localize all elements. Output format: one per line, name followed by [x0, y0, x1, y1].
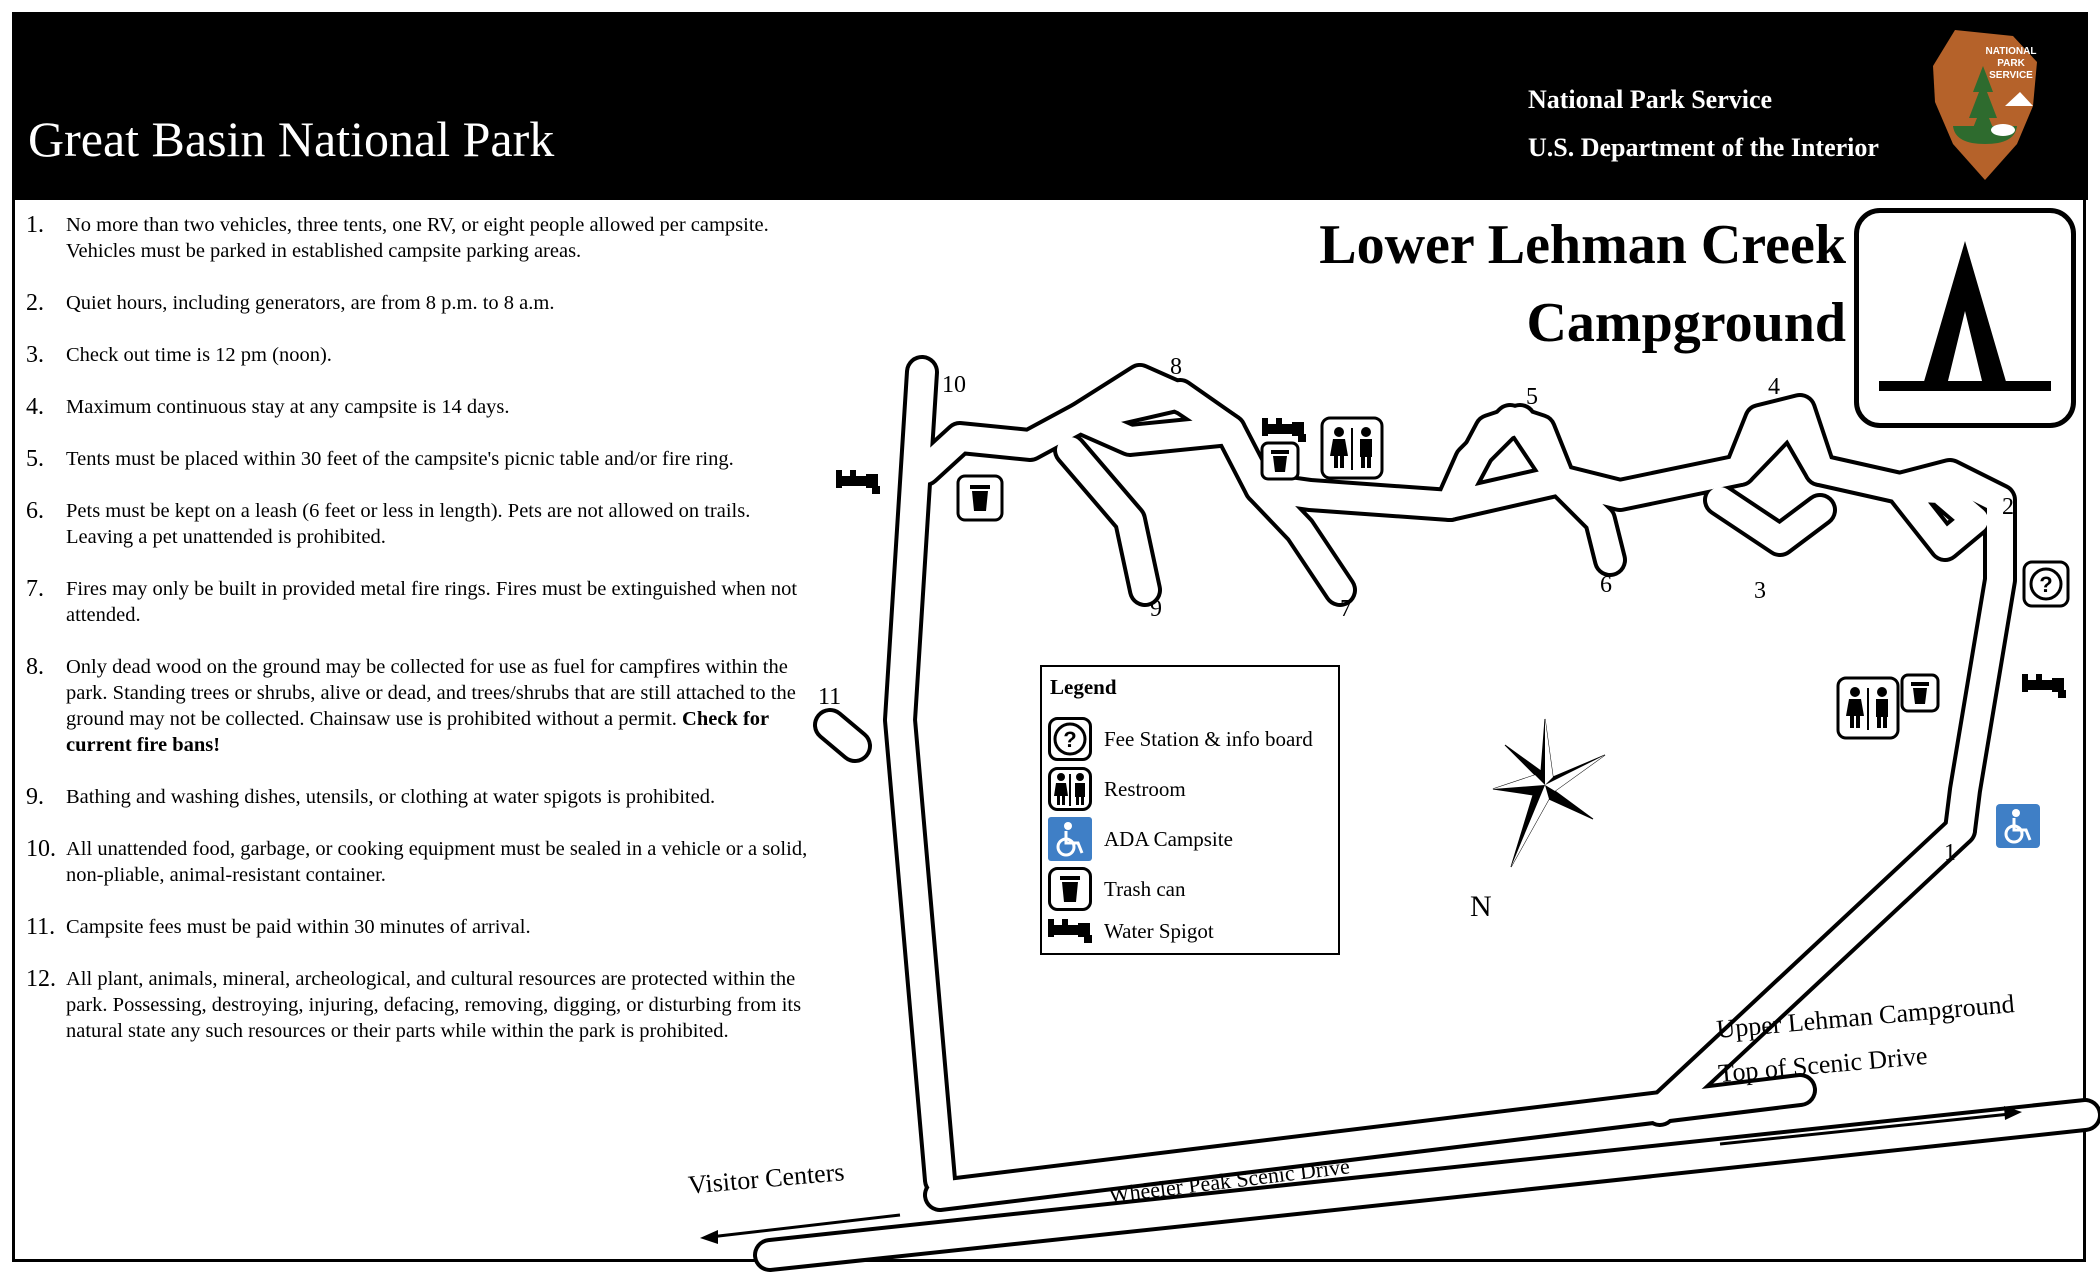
restroom-icon — [1838, 678, 1898, 738]
legend-label: Water Spigot — [1104, 919, 1214, 943]
top-scenic-drive-label: Top of Scenic Drive — [1717, 1040, 1929, 1089]
rule-item: 8. Only dead wood on the ground may be collected for use as fuel for campfires within the park. Standing trees or shrubs, alive or dead, and trees/shrubs that are still attached to the ground may not be collected. Chainsaw use is prohibited without a permit. Check for current fire bans! — [26, 654, 796, 756]
wheelchair-icon — [1048, 817, 1092, 861]
restroom-icon — [1322, 418, 1382, 478]
legend-item-fee-station — [1048, 717, 1334, 763]
rule-item: 3. Check out time is 12 pm (noon). — [26, 342, 332, 368]
campground-title-line-2: Campground — [1526, 292, 1846, 354]
water-spigot-icon — [836, 470, 880, 494]
trash-icon — [1048, 867, 1092, 911]
campsite-number-1: 1 — [1944, 840, 1956, 866]
svg-text:PARK: PARK — [1997, 58, 2025, 69]
rule-item: 4. Maximum continuous stay at any campsite is 14 days. — [26, 394, 510, 420]
legend-label: ADA Campsite — [1104, 827, 1233, 851]
question-icon — [1048, 717, 1092, 761]
rule-item: 11. Campsite fees must be paid within 30 minutes of arrival. — [26, 914, 531, 940]
rule-item: 12. All plant, animals, mineral, archeological, and cultural resources are protected within the park. Possessing, destroying, injuring, defacing, removing, digging, or disturbing from its natural state any such resources or their parts while within the park is prohibited. — [26, 966, 802, 1042]
campsite-number-7: 7 — [1340, 596, 1352, 622]
water-spigot-icon — [2022, 674, 2066, 698]
visitor-centers-label: Visitor Centers — [686, 1157, 846, 1200]
svg-text:?: ? — [1063, 727, 1077, 752]
legend-label: Trash can — [1104, 877, 1186, 901]
compass-star-icon — [1493, 719, 1605, 867]
rule-item: 7. Fires may only be built in provided metal fire rings. Fires must be extinguished when not attended. — [26, 576, 798, 626]
legend-label: Fee Station & info board — [1104, 727, 1313, 751]
trash-can-icon — [958, 476, 1002, 520]
rule-item: 5. Tents must be placed within 30 feet of the campsite's picnic table and/or fire ring. — [26, 446, 734, 472]
rule-item: 10. All unattended food, garbage, or cooking equipment must be sealed in a vehicle or a solid, non-pliable, animal-resistant container. — [26, 836, 808, 886]
water-spigot-icon — [1048, 909, 1092, 953]
agency-line-2: U.S. Department of the Interior — [1528, 133, 1879, 162]
compass-north-label: N — [1470, 890, 1492, 923]
trash-can-icon — [1902, 675, 1938, 711]
campground-title-line-1: Lower Lehman Creek — [1319, 214, 1846, 276]
legend-item-water-spigot — [1048, 909, 1334, 955]
legend-item-trash — [1048, 867, 1334, 913]
fire-ban-notice: Check for current fire bans! — [66, 708, 769, 756]
svg-text:NATIONAL: NATIONAL — [1985, 46, 2037, 57]
rule-item: 2. Quiet hours, including generators, are from 8 p.m. to 8 a.m. — [26, 290, 555, 316]
wheeler-peak-road-label: Wheeler Peak Scenic Drive — [1107, 1153, 1352, 1208]
campsite-number-10: 10 — [942, 372, 966, 398]
rule-item: 6. Pets must be kept on a leash (6 feet or less in length). Pets are not allowed on trails. Leaving a pet unattended is prohibited. — [26, 498, 751, 548]
campsite-number-4: 4 — [1768, 374, 1780, 400]
legend-title: Legend — [1050, 675, 1117, 699]
trash-can-icon — [1262, 443, 1298, 479]
agency-line-1: National Park Service — [1528, 85, 1773, 114]
svg-text:SERVICE: SERVICE — [1989, 70, 2033, 81]
rule-item: 9. Bathing and washing dishes, utensils, or clothing at water spigots is prohibited. — [26, 784, 716, 810]
map-legend — [1040, 665, 1340, 955]
campsite-number-9: 9 — [1150, 596, 1162, 622]
fee-station-icon — [2024, 562, 2068, 606]
svg-text:?: ? — [2039, 572, 2053, 597]
upper-lehman-label: Upper Lehman Campground — [1715, 989, 2016, 1044]
park-title: Great Basin National Park — [28, 111, 555, 167]
campsite-number-8: 8 — [1170, 354, 1182, 380]
legend-item-restroom — [1048, 767, 1334, 813]
restroom-icon — [1048, 767, 1092, 811]
campsite-number-2: 2 — [2002, 494, 2014, 520]
legend-label: Restroom — [1104, 777, 1186, 801]
rule-item: 1. No more than two vehicles, three tents, one RV, or eight people allowed per campsite. Vehicles must be parked in established campsite parking areas. — [26, 212, 769, 262]
campsite-number-5: 5 — [1526, 384, 1538, 410]
campsite-number-3: 3 — [1754, 578, 1766, 604]
campsite-number-11: 11 — [818, 684, 842, 710]
ada-campsite-icon — [1996, 804, 2040, 848]
water-spigot-icon — [1262, 418, 1306, 442]
legend-item-ada — [1048, 817, 1334, 863]
campsite-number-6: 6 — [1600, 572, 1612, 598]
